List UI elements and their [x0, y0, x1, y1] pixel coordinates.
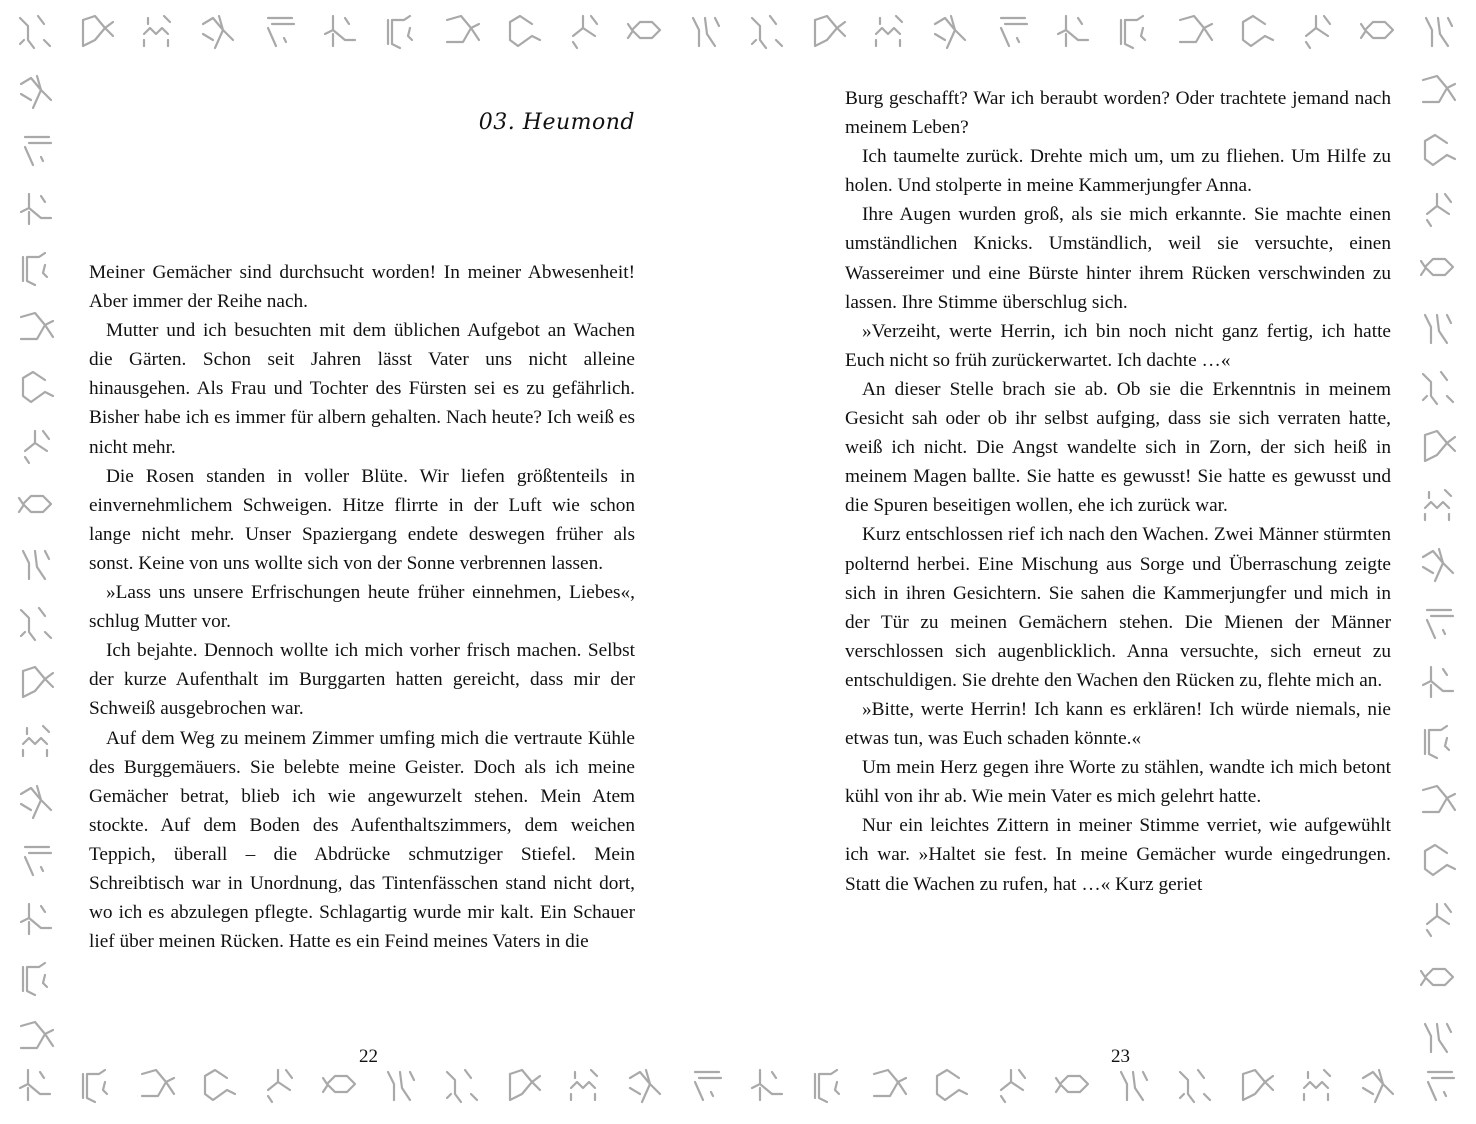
- rune-border-glyph-icon: [15, 247, 59, 291]
- rune-border-glyph-icon: [1417, 188, 1461, 232]
- paragraph: Ich bejahte. Dennoch wollte ich mich vorher frisch machen. Selbst der kurze Aufenthalt im Burggarten hatten gereicht, dass mir der Schweiß ausgebrochen war.: [89, 640, 635, 720]
- rune-border-glyph-icon: [15, 129, 59, 173]
- rune-border-glyph-icon: [15, 366, 59, 410]
- rune-border-glyph-icon: [746, 1064, 790, 1108]
- rune-border-glyph-icon: [1417, 957, 1461, 1001]
- rune-border-glyph-icon: [15, 661, 59, 705]
- rune-border-glyph-icon: [1417, 70, 1461, 114]
- paragraph: »Bitte, werte Herrin! Ich kann es erklären! Ich würde niemals, nie etwas tun, was Euch schaden könnte.«: [845, 698, 1391, 750]
- rune-border-glyph-icon: [1417, 602, 1461, 646]
- rune-border-glyph-icon: [15, 898, 59, 942]
- rune-border-glyph-icon: [15, 188, 59, 232]
- rune-border-glyph-icon: [15, 307, 59, 351]
- rune-border-glyph-icon: [1418, 1064, 1462, 1108]
- rune-border-glyph-icon: [15, 780, 59, 824]
- paragraph: Meiner Gemächer sind durchsucht worden! In meiner Abwesenheit! Aber immer der Reihe nach.: [89, 262, 635, 313]
- rune-border-glyph-icon: [746, 10, 790, 54]
- rune-border-glyph-icon: [1417, 661, 1461, 705]
- right-page: [845, 0, 1391, 1122]
- rune-border-glyph-icon: [15, 602, 59, 646]
- rune-border-glyph-icon: [685, 10, 729, 54]
- paragraph: Auf dem Weg zu meinem Zimmer umfing mich die vertraute Kühle des Burggemäuers. Sie belebte meine Geister. Doch als ich meine Gemächer betrat, blieb ich wie angewurzelt stehen. Mein Atem stockte. Auf dem Boden des Aufenthaltszimmers, dem weichen Teppich, überall – die Abdrücke schmutziger Stiefel. Mein Schreibtisch war in Unordnung, das Tintenfässchen stand nicht dort, wo ich es abzulegen pflegte. Schlagartig wurde mir kalt. Ein Schauer lief über meinen Rücken. Hatte es ein Feind meines Vaters in die: [89, 727, 635, 953]
- rune-border-glyph-icon: [14, 10, 58, 54]
- rune-border-glyph-icon: [1417, 780, 1461, 824]
- rune-border-glyph-icon: [15, 543, 59, 587]
- paragraph: Burg geschafft? War ich beraubt worden? Oder trachtete jemand nach meinem Leben?: [845, 88, 1391, 139]
- paragraph: Um mein Herz gegen ihre Worte zu stählen, wandte ich mich betont kühl von ihr ab. Wie mein Vater es mich gelehrt hatte.: [845, 757, 1391, 808]
- rune-border-glyph-icon: [1417, 484, 1461, 528]
- rune-border-glyph-icon: [1417, 129, 1461, 173]
- paragraph: Nur ein leichtes Zittern in meiner Stimme verriet, wie aufgewühlt ich war. »Haltet sie fest. In meine Gemächer wurde eingedrungen. Statt die Wachen zu rufen, hat …« Kurz geriet: [845, 815, 1391, 895]
- rune-border-glyph-icon: [1417, 247, 1461, 291]
- rune-border-glyph-icon: [685, 1064, 729, 1108]
- rune-border-glyph-icon: [1418, 10, 1462, 54]
- rune-border-glyph-icon: [15, 839, 59, 883]
- rune-border-glyph-icon: [15, 484, 59, 528]
- rune-border-glyph-icon: [15, 720, 59, 764]
- rune-border-glyph-icon: [1417, 898, 1461, 942]
- rune-border-right: [1414, 70, 1464, 1060]
- paragraph: An dieser Stelle brach sie ab. Ob sie die Erkenntnis in meinem Gesicht sah oder ob ihr selbst aufging, dass sie sich verraten hatte, weiß ich nicht. Die Angst wandelte sich in Zorn, der sich heiß in meinem Magen ballte. Sie hatte es gewusst! Sie hatte es gewusst und die Spuren beseitigen wollen, ehe ich zurück war.: [845, 378, 1391, 517]
- rune-border-glyph-icon: [15, 1016, 59, 1060]
- paragraph: Ich taumelte zurück. Drehte mich um, um zu fliehen. Um Hilfe zu holen. Und stolperte in meine Kammerjungfer Anna.: [845, 146, 1391, 197]
- rune-border-glyph-icon: [14, 1064, 58, 1108]
- left-page: [89, 0, 635, 1122]
- rune-border-glyph-icon: [1417, 720, 1461, 764]
- rune-border-glyph-icon: [1417, 425, 1461, 469]
- rune-border-glyph-icon: [1417, 543, 1461, 587]
- paragraph: »Lass uns unsere Erfrischungen heute früher einnehmen, Liebes«, schlug Mutter vor.: [89, 582, 635, 633]
- rune-border-left: [12, 70, 62, 1060]
- right-page-text: [845, 84, 1391, 899]
- rune-border-glyph-icon: [1417, 839, 1461, 883]
- rune-border-glyph-icon: [1417, 366, 1461, 410]
- paragraph: Die Rosen standen in voller Blüte. Wir liefen größtenteils in einvernehmlichem Schweigen. Hitze flirrte in der Luft wie schon lange nicht mehr. Unser Spaziergang endete deswegen früher als sonst. Keine von uns wollte sich von der Sonne verbrennen lassen.: [89, 465, 635, 574]
- page-number-left: 22: [359, 1046, 378, 1067]
- rune-border-glyph-icon: [15, 70, 59, 114]
- rune-border-glyph-icon: [15, 425, 59, 469]
- rune-border-glyph-icon: [15, 957, 59, 1001]
- rune-border-glyph-icon: [1417, 1016, 1461, 1060]
- left-page-text: [89, 258, 635, 956]
- chapter-title: 03. Heumond: [478, 110, 635, 135]
- paragraph: Mutter und ich besuchten mit dem üblichen Aufgebot an Wachen die Gärten. Schon seit Jahren lässt Vater uns nicht alleine hinausgehen. Als Frau und Tochter des Fürsten sei es zu gefährlich. Bisher habe ich es immer für albern gehalten. Nach heute? Ich weiß es nicht mehr.: [89, 320, 635, 458]
- paragraph: Kurz entschlossen rief ich nach den Wachen. Zwei Männer stürmten polternd herbei. Eine Mischung aus Sorge und Überraschung zeigte sich in ihren Gesichtern. Sie sahen die Kammerjungfer und mich in der Tür zu meinen Gemächern stehen. Die Mienen der Männer verschlossen sich augenblicklich. Anna versuchte, sich erneut zu entschuldigen. Sie drehte den Wachen den Rücken zu, flehte mich an.: [845, 524, 1391, 691]
- paragraph: »Verzeiht, werte Herrin, ich bin noch nicht ganz fertig, ich hatte Euch nicht so früh zurückerwartet. Ich dachte …«: [845, 320, 1391, 371]
- paragraph: Ihre Augen wurden groß, als sie mich erkannte. Sie machte einen umständlichen Knicks. Umständlich, weil sie versuchte, einen Wassereimer und eine Bürste hinter ihrem Rücken verschwinden zu lassen. Ihre Stimme überschlug sich.: [845, 204, 1391, 313]
- page-number-right: 23: [1111, 1046, 1130, 1067]
- rune-border-glyph-icon: [1417, 307, 1461, 351]
